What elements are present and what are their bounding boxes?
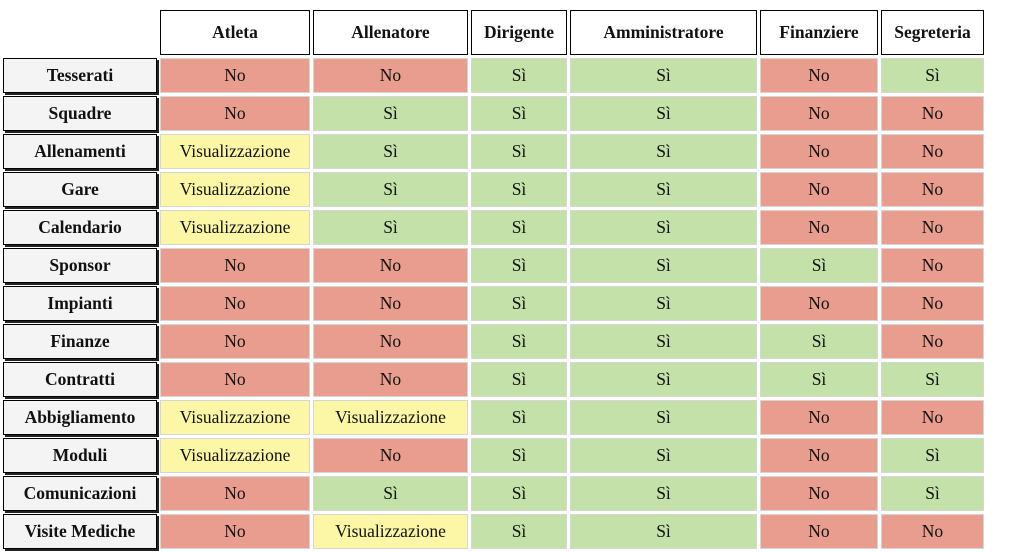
permission-cell: No <box>881 172 984 207</box>
permission-cell: Sì <box>570 476 757 511</box>
header-row <box>3 10 984 55</box>
row-header: Finanze <box>3 324 157 359</box>
permission-cell: No <box>760 134 878 169</box>
permission-cell: No <box>160 96 310 131</box>
permission-cell: Sì <box>471 210 567 245</box>
row-header: Moduli <box>3 438 157 473</box>
permission-cell: No <box>313 286 468 321</box>
permission-cell: Sì <box>570 96 757 131</box>
row-header: Contratti <box>3 362 157 397</box>
permission-cell: Sì <box>760 362 878 397</box>
permission-cell: Sì <box>471 96 567 131</box>
permission-cell: Sì <box>881 438 984 473</box>
column-header: Segreteria <box>881 10 984 55</box>
table-row <box>3 400 984 435</box>
column-header: Amministratore <box>570 10 757 55</box>
row-header: Comunicazioni <box>3 476 157 511</box>
permission-cell: Sì <box>881 476 984 511</box>
table-row <box>3 134 984 169</box>
permission-cell: No <box>881 210 984 245</box>
table-row <box>3 476 984 511</box>
permission-cell: No <box>881 96 984 131</box>
permission-cell: Visualizzazione <box>160 400 310 435</box>
permission-cell: Sì <box>471 58 567 93</box>
table-row <box>3 96 984 131</box>
permission-cell: No <box>881 286 984 321</box>
row-header: Abbigliamento <box>3 400 157 435</box>
permission-cell: No <box>881 400 984 435</box>
permission-cell: Visualizzazione <box>160 172 310 207</box>
permission-cell: Sì <box>760 248 878 283</box>
table-row <box>3 248 984 283</box>
permission-cell: Visualizzazione <box>160 438 310 473</box>
permission-cell: Visualizzazione <box>160 210 310 245</box>
permission-cell: No <box>760 172 878 207</box>
permission-cell: Sì <box>570 514 757 549</box>
table-row <box>3 210 984 245</box>
table-row <box>3 58 984 93</box>
permission-cell: Sì <box>570 248 757 283</box>
permission-cell: No <box>313 362 468 397</box>
permission-cell: Sì <box>313 134 468 169</box>
permission-cell: Sì <box>471 286 567 321</box>
table-header <box>3 10 984 55</box>
table-row <box>3 324 984 359</box>
permission-cell: Sì <box>881 362 984 397</box>
column-header: Atleta <box>160 10 310 55</box>
permission-cell: Sì <box>313 172 468 207</box>
permission-cell: Sì <box>471 134 567 169</box>
permission-cell: Sì <box>471 514 567 549</box>
permission-cell: Sì <box>570 400 757 435</box>
permission-cell: No <box>760 476 878 511</box>
permission-cell: No <box>160 324 310 359</box>
permission-cell: No <box>760 210 878 245</box>
permission-cell: Sì <box>471 248 567 283</box>
permission-cell: Sì <box>313 476 468 511</box>
permission-cell: No <box>313 58 468 93</box>
table-body <box>3 58 984 549</box>
permission-cell: Sì <box>570 58 757 93</box>
permission-cell: Visualizzazione <box>160 134 310 169</box>
permission-cell: Sì <box>570 438 757 473</box>
permissions-table <box>0 7 987 552</box>
permission-cell: No <box>160 286 310 321</box>
corner-cell <box>3 10 157 55</box>
permission-cell: No <box>881 324 984 359</box>
permission-cell: No <box>160 362 310 397</box>
permission-cell: Visualizzazione <box>313 514 468 549</box>
table-row <box>3 172 984 207</box>
permission-cell: No <box>313 438 468 473</box>
permission-cell: Sì <box>570 172 757 207</box>
permission-cell: No <box>760 438 878 473</box>
row-header: Impianti <box>3 286 157 321</box>
row-header: Tesserati <box>3 58 157 93</box>
row-header: Allenamenti <box>3 134 157 169</box>
row-header: Squadre <box>3 96 157 131</box>
permission-cell: Sì <box>313 96 468 131</box>
row-header: Sponsor <box>3 248 157 283</box>
permission-cell: Sì <box>313 210 468 245</box>
permission-cell: Sì <box>570 210 757 245</box>
permission-cell: No <box>160 248 310 283</box>
permission-cell: No <box>160 514 310 549</box>
column-header: Finanziere <box>760 10 878 55</box>
permission-cell: Visualizzazione <box>313 400 468 435</box>
table-row <box>3 286 984 321</box>
row-header: Gare <box>3 172 157 207</box>
table-row <box>3 438 984 473</box>
column-header: Dirigente <box>471 10 567 55</box>
permission-cell: No <box>760 96 878 131</box>
permission-cell: No <box>760 514 878 549</box>
permission-cell: Sì <box>570 134 757 169</box>
permission-cell: Sì <box>471 172 567 207</box>
table-row <box>3 514 984 549</box>
permission-cell: No <box>760 58 878 93</box>
permission-cell: Sì <box>570 362 757 397</box>
permission-cell: No <box>881 514 984 549</box>
permission-cell: No <box>881 248 984 283</box>
permission-cell: Sì <box>471 362 567 397</box>
permission-cell: No <box>160 58 310 93</box>
permission-cell: Sì <box>471 476 567 511</box>
permission-cell: Sì <box>881 58 984 93</box>
permission-cell: Sì <box>471 324 567 359</box>
permission-cell: Sì <box>471 400 567 435</box>
permission-cell: No <box>313 248 468 283</box>
permission-cell: No <box>760 400 878 435</box>
row-header: Visite Mediche <box>3 514 157 549</box>
table-row <box>3 362 984 397</box>
permission-cell: Sì <box>570 324 757 359</box>
column-header: Allenatore <box>313 10 468 55</box>
permission-cell: No <box>881 134 984 169</box>
permission-cell: No <box>313 324 468 359</box>
permission-cell: No <box>160 476 310 511</box>
permission-cell: Sì <box>760 324 878 359</box>
permission-cell: Sì <box>570 286 757 321</box>
permission-cell: Sì <box>471 438 567 473</box>
permission-cell: No <box>760 286 878 321</box>
row-header: Calendario <box>3 210 157 245</box>
